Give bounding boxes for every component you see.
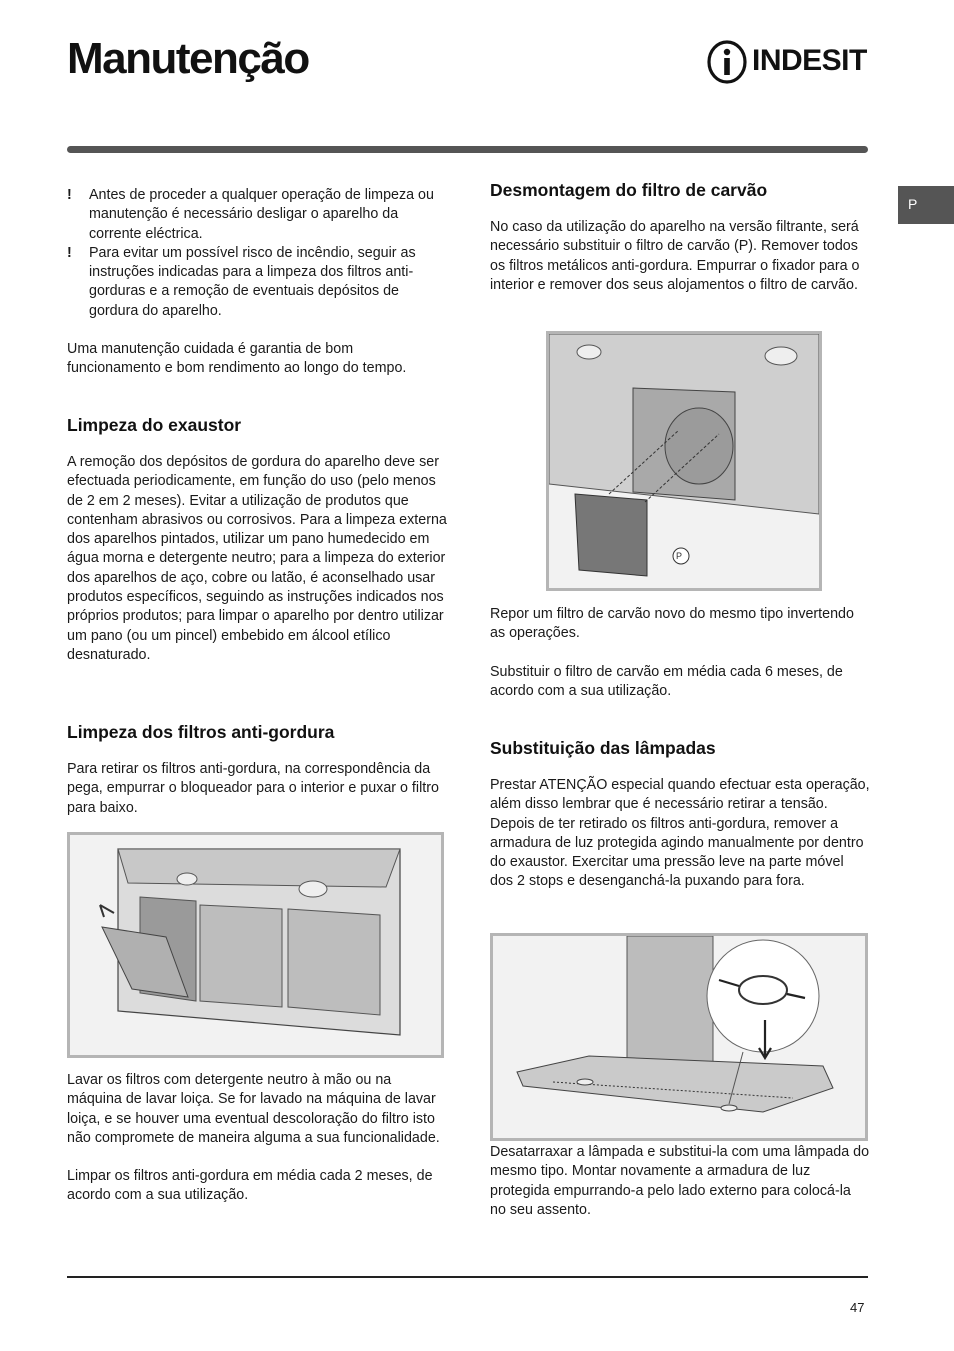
carbon-filter-notes bbox=[490, 605, 870, 701]
carbon-interval-note: Substituir o filtro de carvão em média cada 6 meses, de acordo com a sua utilização. bbox=[490, 663, 843, 699]
section-body: No caso da utilização do aparelho na versão filtrante, será necessário substituir o filtro de carvão (P). Remover todos os filtros metálicos anti-gordura. Empurrar o fixador para o interior e remover dos seus alojamentos o filtro de carvão. bbox=[490, 219, 860, 293]
lamp-replace-note: Desatarraxar a lâmpada e substitui-la com uma lâmpada do mesmo tipo. Montar novamente a armadura de luz protegida empurrando-a pelo lado externo para colocá-la no seu assento. bbox=[490, 1144, 870, 1218]
section-cleaning-hood bbox=[67, 414, 447, 665]
left-column-intro bbox=[67, 186, 447, 379]
section-body: A remoção dos depósitos de gordura do aparelho deve ser efectuada periodicamente, em função do uso (pelo menos de 2 em 2 meses). Evitar a utilização de produtos que contenham abrasivos ou corrosivos. Para a limpeza externa dos aparelhos pintados, utilizar um pano humedecido em água morna e detergente neutro; para a limpeza do exterior dos aparelhos de aço, cobre ou latão, é aconselhado usar produtos específicos, seguindo as instruções indicados nos próprios produtos; para limpar o aparelho por dentro utilizar um pano (ou um pincel) embebido em álcool etílico desnaturado. bbox=[67, 454, 447, 663]
section-body: Prestar ATENÇÃO especial quando efectuar esta operação, além disso lembrar que é necessário retirar a tensão. Depois de ter retirado os filtros anti-gordura, remover a armadura de luz protegida agindo manualmente por dentro do exaustor. Exercitar uma pressão leve na parte móvel dos 2 stops e desenganchá-la puxando para fora. bbox=[490, 777, 870, 890]
indesit-i-logo-icon bbox=[706, 38, 750, 86]
warning-1-text: Antes de proceder a qualquer operação de limpeza ou manutenção é necessário desligar o aparelho da corrente eléctrica. bbox=[89, 187, 434, 242]
footer-rule bbox=[67, 1276, 868, 1278]
section-lamps bbox=[490, 737, 870, 892]
grease-filter-notes bbox=[67, 1071, 447, 1206]
lamp-replacement-illustration bbox=[490, 933, 868, 1141]
warning-1 bbox=[67, 186, 447, 244]
warning-2-text: Para evitar um possível risco de incêndio, seguir as instruções indicadas para a limpeza dos filtros anti-gorduras e a remoção de eventuais depósitos de gordura do aparelho. bbox=[89, 244, 416, 319]
section-heading: Limpeza dos filtros anti-gordura bbox=[67, 722, 335, 742]
language-tab bbox=[898, 186, 954, 224]
intro-paragraph: Uma manutenção cuidada é garantia de bom funcionamento e bom rendimento ao longo do tempo. bbox=[67, 341, 407, 377]
page-title: Manutenção bbox=[67, 34, 309, 83]
section-heading: Limpeza do exaustor bbox=[67, 415, 242, 435]
warning-mark: ! bbox=[67, 187, 72, 203]
header-rule bbox=[67, 146, 868, 153]
filter-label-p: P bbox=[676, 551, 683, 561]
section-heading: Desmontagem do filtro de carvão bbox=[490, 180, 768, 200]
warning-2 bbox=[67, 244, 447, 321]
grease-interval-note: Limpar os filtros anti-gordura em média cada 2 meses, de acordo com a sua utilização. bbox=[67, 1168, 433, 1204]
brand-name: INDESIT bbox=[752, 44, 867, 77]
section-heading: Substituição das lâmpadas bbox=[490, 738, 716, 758]
grease-wash-note: Lavar os filtros com detergente neutro à mão ou na máquina de lavar loiça. Se for lavado na máquina de lavar loiça, e se houver uma eventual descoloração do filtro isto não compromete de maneira alguma a sua funcionalidade. bbox=[67, 1072, 440, 1146]
carbon-replace-note: Repor um filtro de carvão novo do mesmo tipo invertendo as operações. bbox=[490, 606, 854, 642]
lamp-notes bbox=[490, 1143, 870, 1220]
section-body: Para retirar os filtros anti-gordura, na correspondência da pega, empurrar o bloqueador para o interior e puxar o filtro para baixo. bbox=[67, 761, 439, 816]
section-carbon-filter bbox=[490, 179, 870, 295]
grease-filter-illustration bbox=[67, 832, 444, 1058]
section-grease-filters bbox=[67, 721, 447, 818]
carbon-filter-illustration bbox=[546, 331, 822, 591]
warning-mark: ! bbox=[67, 244, 72, 261]
language-tab-label: P bbox=[908, 196, 918, 212]
page-number: 47 bbox=[850, 1300, 865, 1315]
indesit-logo bbox=[706, 38, 871, 86]
